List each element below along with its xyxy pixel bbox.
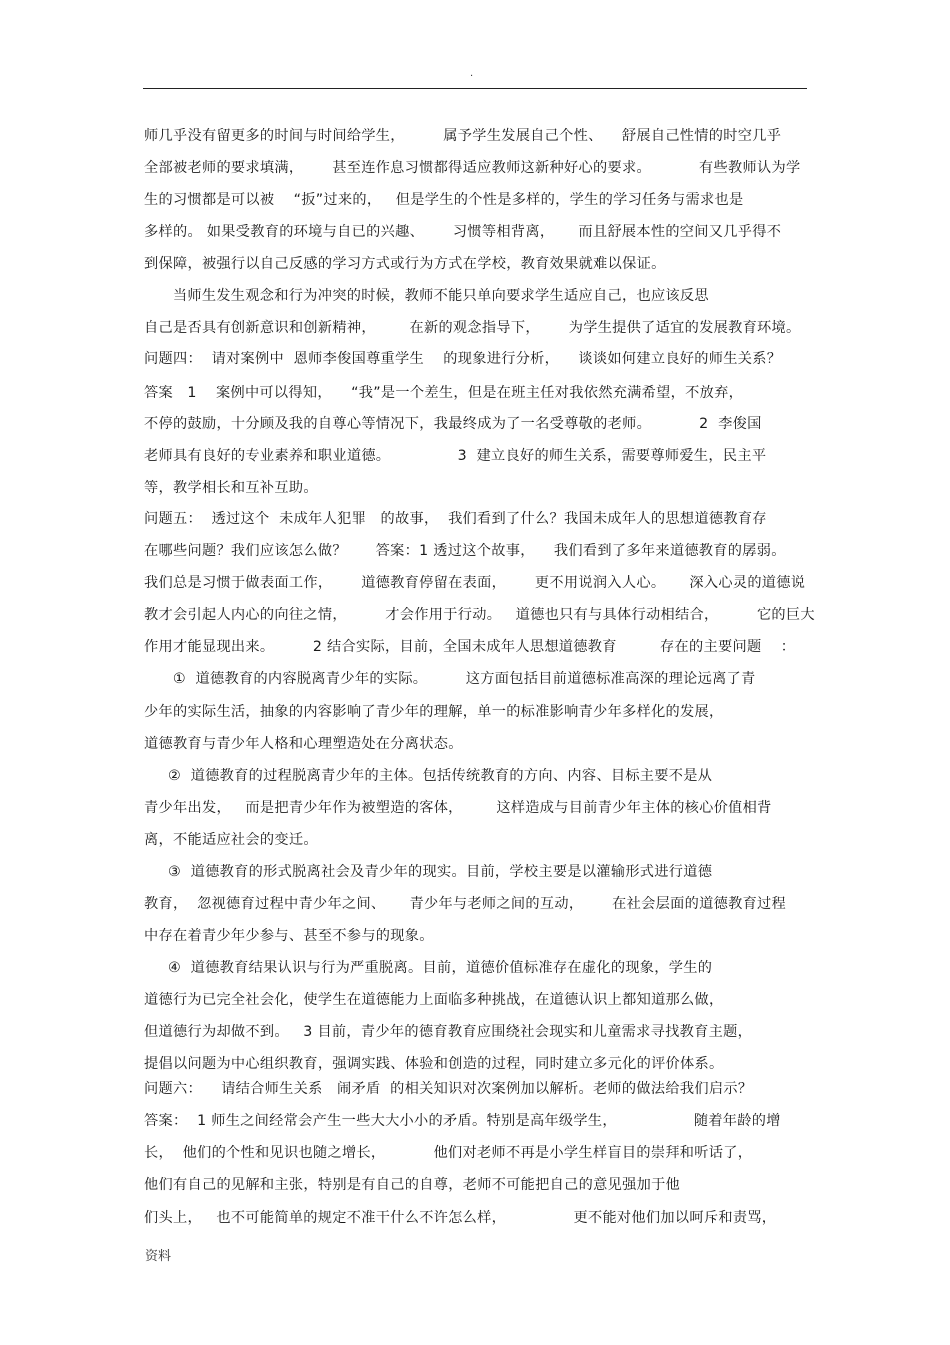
text-line: 他们有自己的见解和主张，特别是有自己的自尊，老师不可能把自己的意见强加于他 [144,1177,681,1193]
text-line: 当师生发生观念和行为冲突的时候，教师不能只单向要求学生适应自己，也应该反思 [144,288,709,304]
text-line: ② 道德教育的过程脱离青少年的主体。包括传统教育的方向、内容、目标主要不是从 [144,768,713,784]
text-line: 到保障，被强行以自己反感的学习方式或行为方式在学校，教育效果就难以保证。 [144,256,666,272]
text-line: 自己是否具有创新意识和创新精神， 在新的观念指导下， 为学生提供了适宜的发展教育环境。 [144,320,801,336]
text-line: 不停的鼓励，十分顾及我的自尊心等情况下，我最终成为了一名受尊敬的老师。 2 李俊国 [144,416,762,432]
text-line: 提倡以问题为中心组织教育，强调实践、体验和创造的过程，同时建立多元化的评价体系。 [144,1056,724,1072]
text-line: 道德行为已完全社会化，使学生在道德能力上面临多种挑战，在道德认识上都知道那么做， [144,992,724,1008]
header-mark: . [470,68,474,79]
header-rule [143,88,807,89]
text-line: 老师具有良好的专业素养和职业道德。 3 建立良好的师生关系，需要尊师爱生，民主平 [144,448,767,464]
text-line: 长， 他们的个性和见识也随之增长， 他们对老师不再是小学生样盲目的崇拜和听话了， [144,1145,753,1161]
footer-label: 资料 [145,1249,172,1264]
text-line: 问题五： 透过这个 未成年人犯罪 的故事， 我们看到了什么？我国未成年人的思想道德教育存 [144,511,767,527]
text-line: 多样的。 如果受教育的环境与自已的兴趣、 习惯等相背离， 而且舒展本性的空间又几乎得不 [144,224,782,240]
text-line: ① 道德教育的内容脱离青少年的实际。 这方面包括目前道德标准高深的理论远离了青 [144,671,756,687]
text-line: ④ 道德教育结果认识与行为严重脱离。目前，道德价值标准存在虚化的现象，学生的 [144,960,713,976]
text-line: ③ 道德教育的形式脱离社会及青少年的现实。目前，学校主要是以灌输形式进行道德 [144,864,713,880]
text-line: 但道德行为却做不到。 3 目前，青少年的德育教育应围绕社会现实和儿童需求寻找教育主题， [144,1024,753,1040]
text-line: 师几乎没有留更多的时间与时间给学生， 属予学生发展自己个性、 舒展自己性情的时空几乎 [144,128,782,144]
text-line: 全部被老师的要求填满， 甚至连作息习惯都得适应教师这新种好心的要求。 有些教师认为学 [144,160,801,176]
text-line: 道德教育与青少年人格和心理塑造处在分离状态。 [144,736,463,752]
text-line: 我们总是习惯于做表面工作， 道德教育停留在表面， 更不用说润入人心。 深入心灵的道德说 [144,575,806,591]
text-line: 教才会引起人内心的向往之情， 才会作用于行动。 道德也只有与具体行动相结合， 它的巨大 [144,607,815,623]
text-line: 青少年出发， 而是把青少年作为被塑造的客体， 这样造成与目前青少年主体的核心价值相背 [144,800,772,816]
text-line: 离，不能适应社会的变迁。 [144,832,318,848]
text-line: 等，教学相长和互补互助。 [144,480,318,496]
text-line: 问题六： 请结合师生关系 闹矛盾 的相关知识对次案例加以解析。老师的做法给我们启示？ [144,1081,753,1097]
text-line: 在哪些问题？我们应该怎么做？ 答案：1 透过这个故事， 我们看到了多年来道德教育的孱弱。 [144,543,786,559]
text-line: 答案 1 案例中可以得知， “我”是一个差生，但是在班主任对我依然充满希望，不放弃， [144,385,744,401]
text-line: 问题四： 请对案例中 恩师李俊国尊重学生 的现象进行分析， 谈谈如何建立良好的师生关系？ [144,351,782,367]
text-line: 少年的实际生活，抽象的内容影响了青少年的理解，单一的标准影响青少年多样化的发展， [144,704,724,720]
text-line: 教育， 忽视德育过程中青少年之间、 青少年与老师之间的互动， 在社会层面的道德教育过程 [144,896,787,912]
text-line: 作用才能显现出来。 2 结合实际，目前，全国未成年人思想道德教育 存在的主要问题 ： [144,639,796,655]
text-line: 生的习惯都是可以被 “扳”过来的， 但是学生的个性是多样的，学生的学习任务与需求也是 [144,192,744,208]
text-line: 中存在着青少年少参与、甚至不参与的现象。 [144,928,434,944]
text-line: 答案： 1 师生之间经常会产生一些大大小小的矛盾。特别是高年级学生， 随着年龄的增 [144,1113,781,1129]
text-line: 们头上， 也不可能简单的规定不准干什么不许怎么样， 更不能对他们加以呵斥和责骂， [144,1210,777,1226]
